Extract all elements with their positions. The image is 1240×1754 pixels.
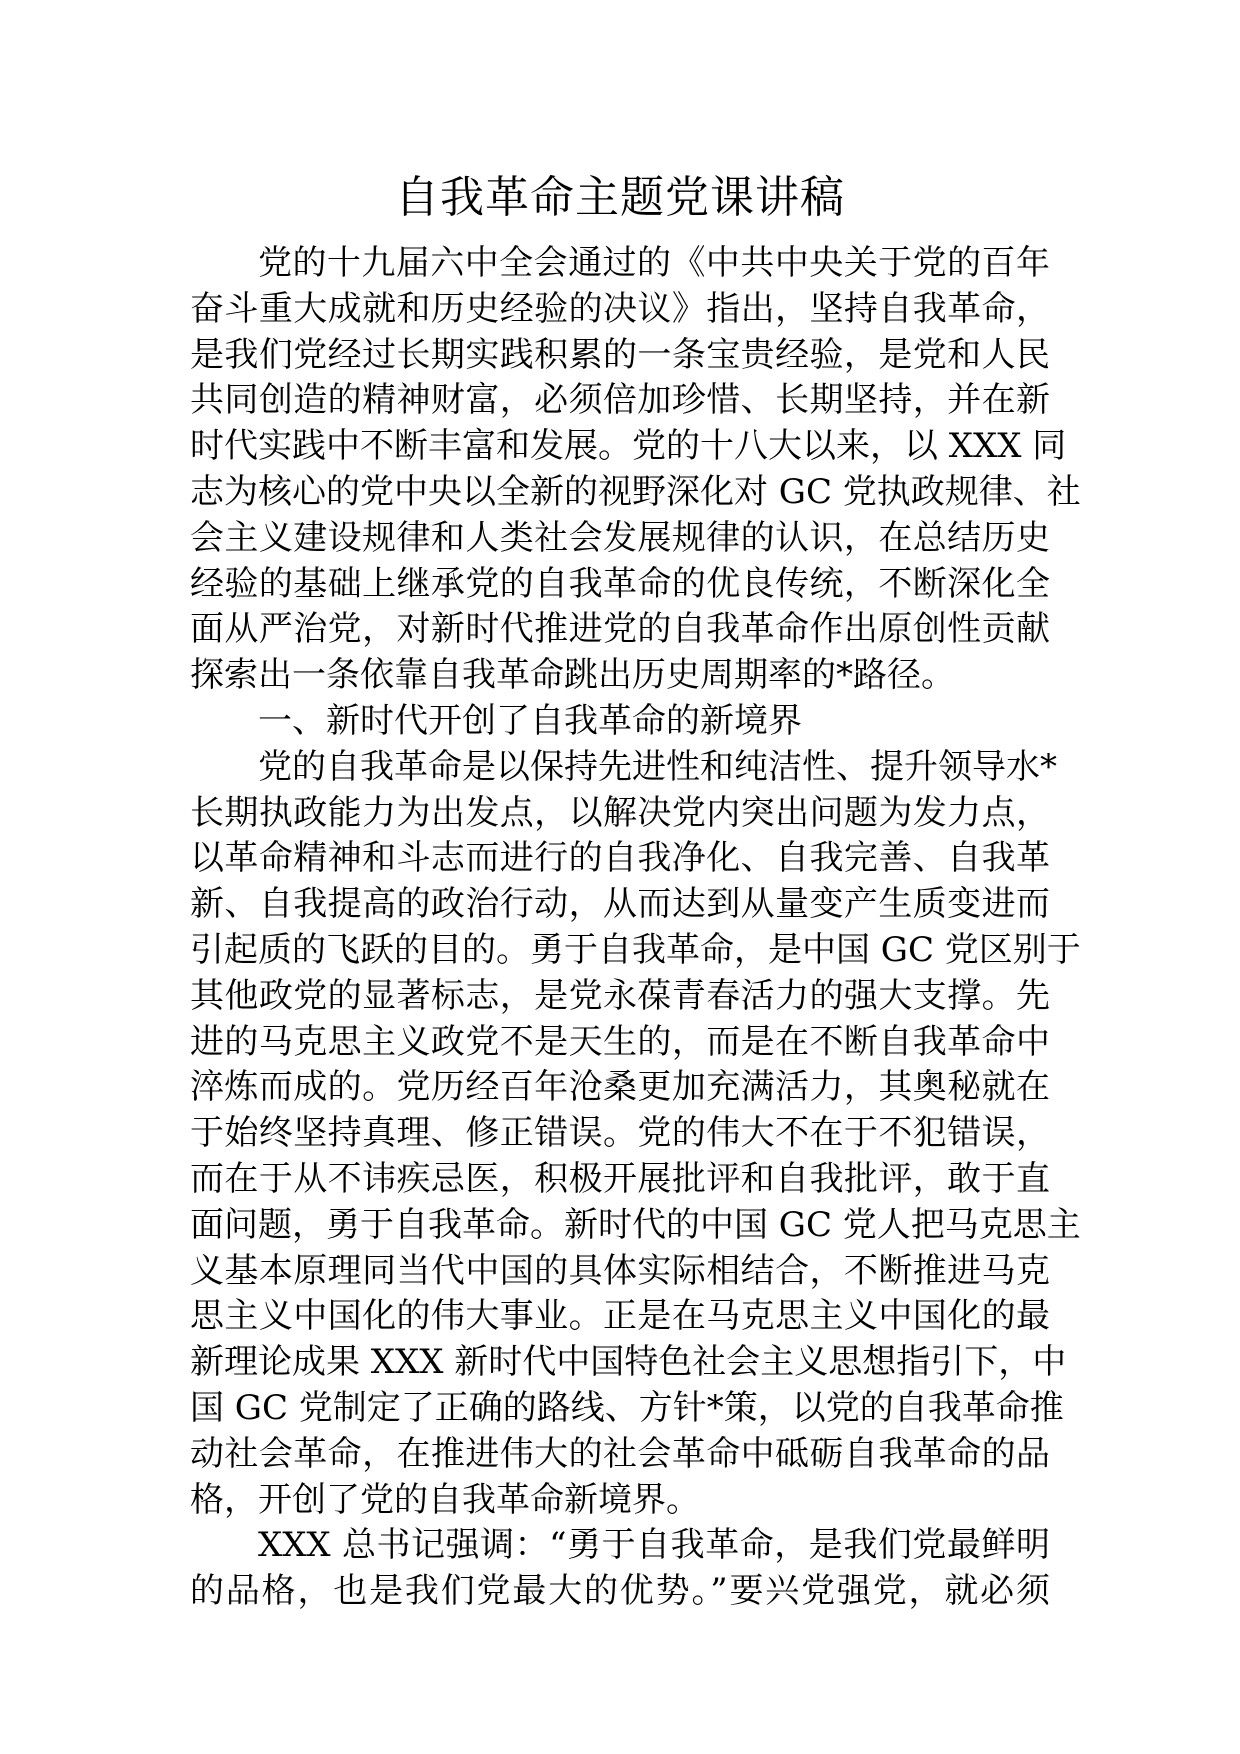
text-line: 义基本原理同当代中国的具体实际相结合，不断推进马克 [190,1250,1050,1291]
document-title: 自我革命主题党课讲稿 [395,172,845,223]
text-line: 思主义中国化的伟大事业。正是在马克思主义中国化的最 [190,1296,1050,1337]
text-line: 会主义建设规律和人类社会发展规律的认识，在总结历史 [190,517,1050,558]
text-line: 以革命精神和斗志而进行的自我净化、自我完善、自我革 [190,838,1050,879]
text-line: 面问题，勇于自我革命。新时代的中国 GC 党人把马克思主 [190,1204,1081,1245]
text-line: 奋斗重大成就和历史经验的决议》指出，坚持自我革命， [190,288,1050,329]
text-line: 淬炼而成的。党历经百年沧桑更加充满活力，其奥秘就在 [190,1067,1050,1108]
text-line: 进的马克思主义政党不是天生的，而是在不断自我革命中 [190,1021,1050,1062]
text-line: 动社会革命，在推进伟大的社会革命中砥砺自我革命的品 [190,1433,1050,1474]
text-line: 新、自我提高的政治行动，从而达到从量变产生质变进而 [190,884,1050,925]
text-line: 面从严治党，对新时代推进党的自我革命作出原创性贡献 [190,609,1050,650]
text-line: 探索出一条依靠自我革命跳出历史周期率的*路径。 [190,655,955,696]
text-line: 时代实践中不断丰富和发展。党的十八大以来，以 XXX 同 [190,426,1067,467]
text-line: 而在于从不讳疾忌医，积极开展批评和自我批评，敢于直 [190,1158,1050,1199]
text-line: 经验的基础上继承党的自我革命的优良传统，不断深化全 [190,563,1050,604]
text-line: 的品格，也是我们党最大的优势。”要兴党强党，就必须 [190,1571,1050,1612]
text-line: 引起质的飞跃的目的。勇于自我革命，是中国 GC 党区别于 [190,929,1081,970]
text-line: 是我们党经过长期实践积累的一条宝贵经验，是党和人民 [190,334,1050,375]
text-line: 国 GC 党制定了正确的路线、方针*策，以党的自我革命推 [190,1387,1064,1428]
text-line: 格，开创了党的自我革命新境界。 [190,1479,700,1520]
text-line: 共同创造的精神财富，必须倍加珍惜、长期坚持，并在新 [190,380,1050,421]
text-line: XXX 总书记强调：“勇于自我革命，是我们党最鲜明 [258,1525,1050,1566]
text-line: 志为核心的党中央以全新的视野深化对 GC 党执政规律、社 [190,471,1081,512]
document-body [190,241,1081,1615]
text-line: 长期执政能力为出发点，以解决党内突出问题为发力点， [190,792,1050,833]
text-line: 一、新时代开创了自我革命的新境界 [258,700,802,741]
text-line: 于始终坚持真理、修正错误。党的伟大不在于不犯错误， [190,1113,1050,1154]
text-line: 其他政党的显著标志，是党永葆青春活力的强大支撑。先 [190,975,1050,1016]
text-line: 新理论成果 XXX 新时代中国特色社会主义思想指引下，中 [190,1342,1067,1383]
text-line: 党的十九届六中全会通过的《中共中央关于党的百年 [258,243,1050,283]
text-line: 党的自我革命是以保持先进性和纯洁性、提升领导水* [258,746,1057,787]
